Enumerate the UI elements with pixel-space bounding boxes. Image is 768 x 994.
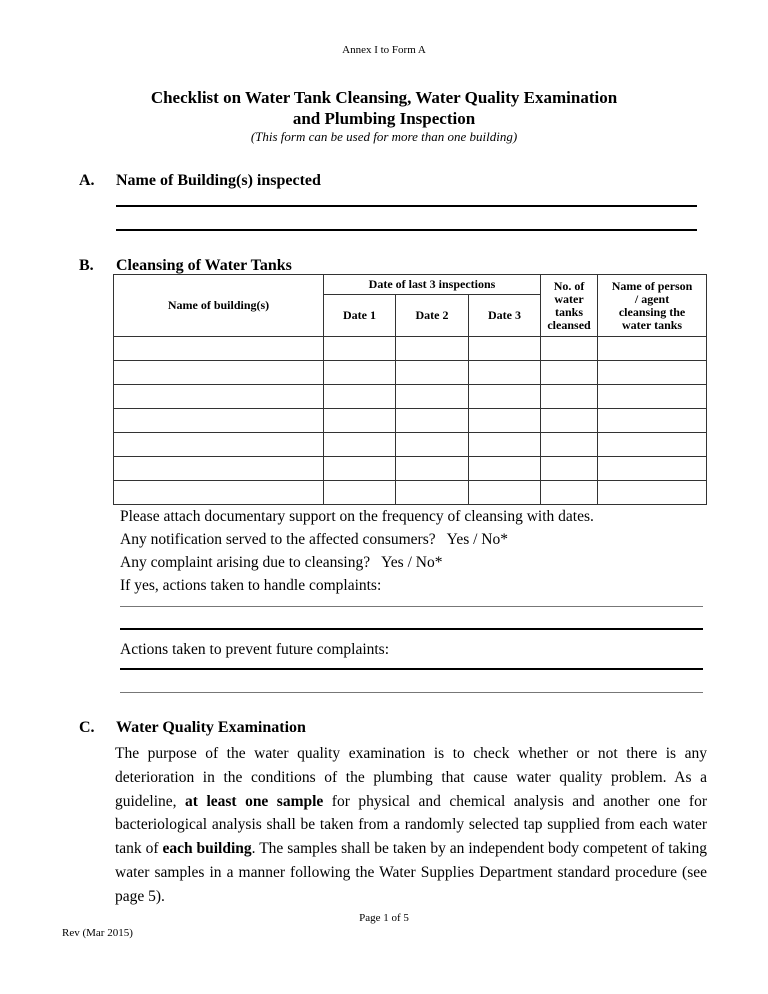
cell-agent[interactable] <box>598 361 707 385</box>
cell-date-2[interactable] <box>396 457 469 481</box>
complaint-actions-line-1[interactable] <box>120 606 703 607</box>
section-a-title: Name of Building(s) inspected <box>116 172 321 189</box>
cell-date-3[interactable] <box>469 481 541 505</box>
cell-date-1[interactable] <box>324 457 396 481</box>
cell-agent[interactable] <box>598 433 707 457</box>
section-b-title: Cleansing of Water Tanks <box>116 257 292 274</box>
building-name-line-2[interactable] <box>116 229 697 231</box>
cell-tank-count[interactable] <box>541 481 598 505</box>
cell-agent[interactable] <box>598 481 707 505</box>
cell-building[interactable] <box>114 337 324 361</box>
cell-date-3[interactable] <box>469 337 541 361</box>
building-emphasis: each building <box>162 840 252 858</box>
table-row <box>114 457 707 481</box>
cell-building[interactable] <box>114 409 324 433</box>
header-cleansing-agent: Name of person / agent cleansing the water tanks <box>598 275 707 337</box>
cell-date-2[interactable] <box>396 409 469 433</box>
table-row <box>114 385 707 409</box>
cell-tank-count[interactable] <box>541 457 598 481</box>
prevent-complaints-line-1[interactable] <box>120 668 703 670</box>
revision-label: Rev (Mar 2015) <box>62 927 133 939</box>
complaint-actions-line-2[interactable] <box>120 628 703 630</box>
cell-date-3[interactable] <box>469 433 541 457</box>
cell-date-3[interactable] <box>469 409 541 433</box>
cell-tank-count[interactable] <box>541 433 598 457</box>
header-dates-group: Date of last 3 inspections <box>324 275 541 295</box>
table-row <box>114 361 707 385</box>
header-date-2: Date 2 <box>396 295 469 337</box>
page-number: Page 1 of 5 <box>359 912 409 924</box>
tank-cleansing-table <box>113 274 707 505</box>
title-line-2: and Plumbing Inspection <box>292 109 476 128</box>
section-c-title: Water Quality Examination <box>116 719 306 736</box>
cell-building[interactable] <box>114 385 324 409</box>
attach-support-note: Please attach documentary support on the frequency of cleansing with dates. <box>120 508 594 525</box>
cell-date-2[interactable] <box>396 337 469 361</box>
header-tanks-cleansed: No. of water tanks cleansed <box>541 275 598 337</box>
table-row <box>114 337 707 361</box>
cell-date-2[interactable] <box>396 481 469 505</box>
cell-building[interactable] <box>114 481 324 505</box>
cell-agent[interactable] <box>598 457 707 481</box>
cell-date-1[interactable] <box>324 337 396 361</box>
section-a-letter: A. <box>79 172 95 189</box>
table-row <box>114 433 707 457</box>
cell-date-1[interactable] <box>324 361 396 385</box>
water-quality-paragraph: The purpose of the water quality examination is to check whether or not there is any deterioration in the conditions of the plumbing that cause water quality problem. As a guideline, at least one sample for physical and chemical analysis and another one for bacteriological analysis shall be taken from a randomly selected tap supplied from each water tank of each building. The samples shall be taken by an independent body competent of taking water samples in a manner following the Water Supplies Department standard procedure (see page 5). <box>115 745 707 905</box>
page-title <box>0 87 768 129</box>
table-row <box>114 481 707 505</box>
sample-emphasis: at least one sample <box>185 792 324 810</box>
cell-date-3[interactable] <box>469 361 541 385</box>
header-building-name: Name of building(s) <box>114 275 324 337</box>
header-date-3: Date 3 <box>469 295 541 337</box>
cell-tank-count[interactable] <box>541 337 598 361</box>
section-c-letter: C. <box>79 719 95 736</box>
section-b-letter: B. <box>79 257 94 274</box>
cell-agent[interactable] <box>598 409 707 433</box>
prevent-complaints-label: Actions taken to prevent future complaints: <box>120 641 390 658</box>
complaint-question: Any complaint arising due to cleansing? Yes / No* <box>120 554 443 571</box>
table-row <box>114 409 707 433</box>
header-date-1: Date 1 <box>324 295 396 337</box>
cell-agent[interactable] <box>598 337 707 361</box>
cell-date-2[interactable] <box>396 361 469 385</box>
cell-building[interactable] <box>114 457 324 481</box>
title-line-1: Checklist on Water Tank Cleansing, Water Quality Examination <box>150 88 618 107</box>
page-subtitle: (This form can be used for more than one building) <box>250 129 518 144</box>
cell-building[interactable] <box>114 433 324 457</box>
cell-agent[interactable] <box>598 385 707 409</box>
cell-building[interactable] <box>114 361 324 385</box>
cell-tank-count[interactable] <box>541 409 598 433</box>
cell-tank-count[interactable] <box>541 385 598 409</box>
cell-date-1[interactable] <box>324 481 396 505</box>
cell-date-2[interactable] <box>396 385 469 409</box>
cell-date-2[interactable] <box>396 433 469 457</box>
building-name-line-1[interactable] <box>116 205 697 207</box>
complaint-actions-label: If yes, actions taken to handle complaints: <box>120 577 382 594</box>
cell-date-3[interactable] <box>469 385 541 409</box>
cell-date-3[interactable] <box>469 457 541 481</box>
cell-tank-count[interactable] <box>541 361 598 385</box>
annex-label: Annex I to Form A <box>342 44 426 56</box>
cell-date-1[interactable] <box>324 385 396 409</box>
cell-date-1[interactable] <box>324 433 396 457</box>
cell-date-1[interactable] <box>324 409 396 433</box>
prevent-complaints-line-2[interactable] <box>120 692 703 693</box>
notification-question: Any notification served to the affected consumers? Yes / No* <box>120 531 508 548</box>
